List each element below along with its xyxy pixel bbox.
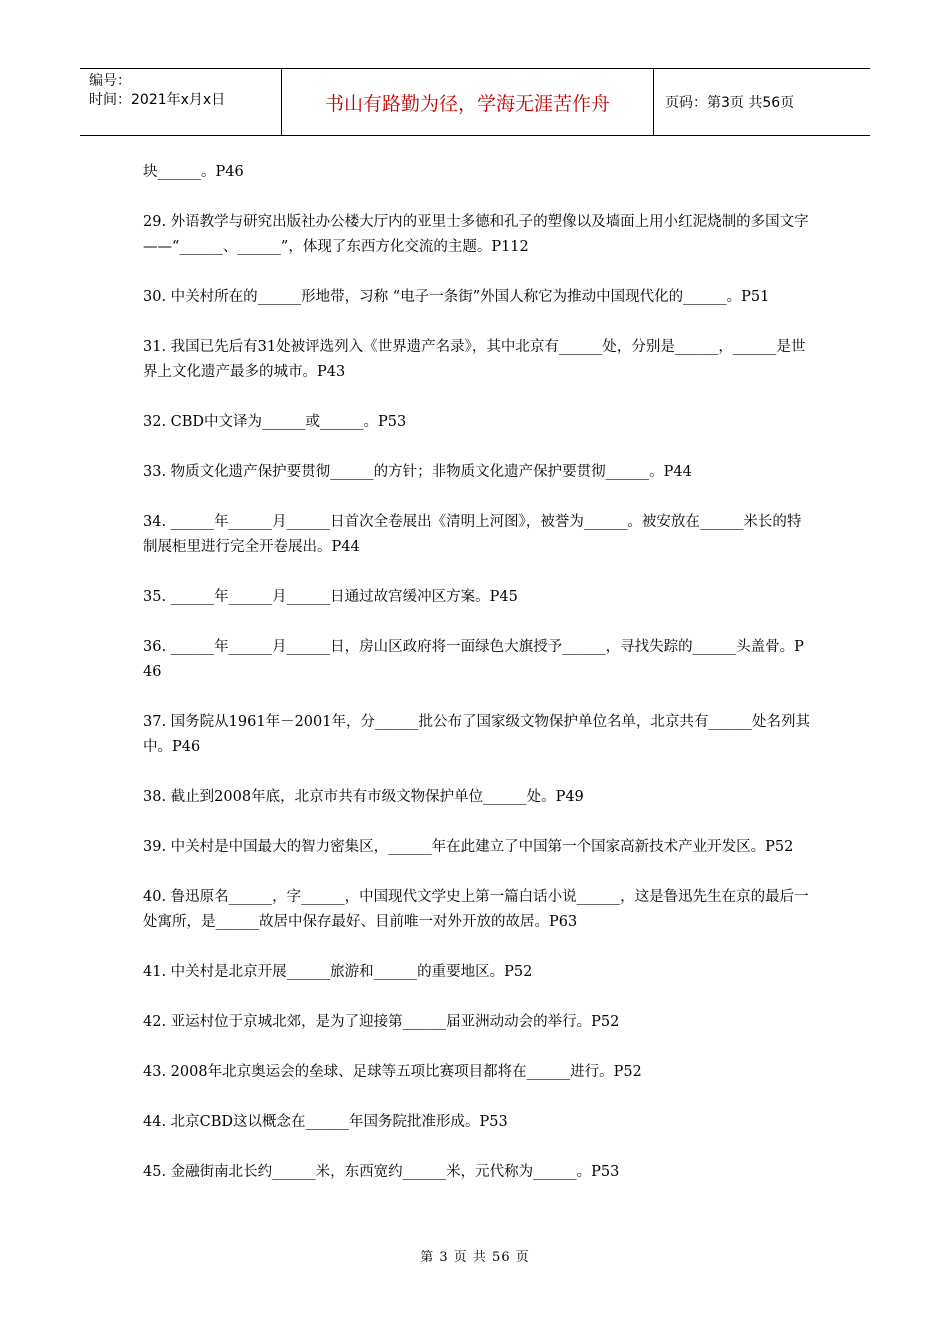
page-header xyxy=(80,68,870,136)
question-item: 36. ______年______月______日，房山区政府将一面绿色大旗授予______，寻找失踪的______头盖骨。P46 xyxy=(143,639,804,680)
question-item: 29. 外语教学与研究出版社办公楼大厅内的亚里士多德和孔子的塑像以及墙面上用小红泥烧制的多国文字——“______、______”，体现了东西方化交流的主题。P112 xyxy=(143,214,809,255)
question-item: 40. 鲁迅原名______，字______，中国现代文学史上第一篇白话小说______，这是鲁迅先生在京的最后一处寓所，是______故居中保存最好、目前唯一对外开放的故居。P63 xyxy=(143,889,809,930)
time-label: 时间：2021年x月x日 xyxy=(89,92,226,108)
header-motto: 书山有路勤为径，学海无涯苦作舟 xyxy=(282,69,654,135)
question-item: 33. 物质文化遗产保护要贯彻______的方针；非物质文化遗产保护要贯彻______。P44 xyxy=(143,464,692,480)
number-label: 编号： xyxy=(89,73,131,89)
header-page-info: 页码：第3页 共56页 xyxy=(665,95,795,111)
question-item: 38. 截止到2008年底，北京市共有市级文物保护单位______处。P49 xyxy=(143,789,584,805)
question-item: 43. 2008年北京奥运会的垒球、足球等五项比赛项目都将在______进行。P52 xyxy=(143,1064,642,1080)
question-item: 34. ______年______月______日首次全卷展出《清明上河图》，被誉为______。被安放在______米长的特制展柜里进行完全开卷展出。P44 xyxy=(143,514,802,555)
header-meta xyxy=(80,69,282,135)
page-footer: 第 3 页 共 56 页 xyxy=(420,1250,530,1265)
question-item: 35. ______年______月______日通过故宫缓冲区方案。P45 xyxy=(143,589,518,605)
question-item: 块______。P46 xyxy=(143,164,244,180)
question-item: 42. 亚运村位于京城北郊，是为了迎接第______届亚洲动动会的举行。P52 xyxy=(143,1014,620,1030)
question-item: 44. 北京CBD这以概念在______年国务院批准形成。P53 xyxy=(143,1114,508,1130)
question-item: 39. 中关村是中国最大的智力密集区，______年在此建立了中国第一个国家高新技术产业开发区。P52 xyxy=(143,839,794,855)
question-item: 31. 我国已先后有31处被评选列入《世界遗产名录》，其中北京有______处，分别是______，______是世界上文化遗产最多的城市。P43 xyxy=(143,339,806,380)
question-item: 41. 中关村是北京开展______旅游和______的重要地区。P52 xyxy=(143,964,533,980)
question-item: 30. 中关村所在的______形地带，习称 “电子一条街”外国人称它为推动中国现代化的______。P51 xyxy=(143,289,770,305)
question-item: 45. 金融街南北长约______米，东西宽约______米，元代称为______。P53 xyxy=(143,1164,620,1180)
question-item: 37. 国务院从1961年－2001年，分______批公布了国家级文物保护单位名单，北京共有______处名列其中。P46 xyxy=(143,714,810,755)
question-list xyxy=(143,160,813,1185)
question-item: 32. CBD中文译为______或______。P53 xyxy=(143,414,407,430)
